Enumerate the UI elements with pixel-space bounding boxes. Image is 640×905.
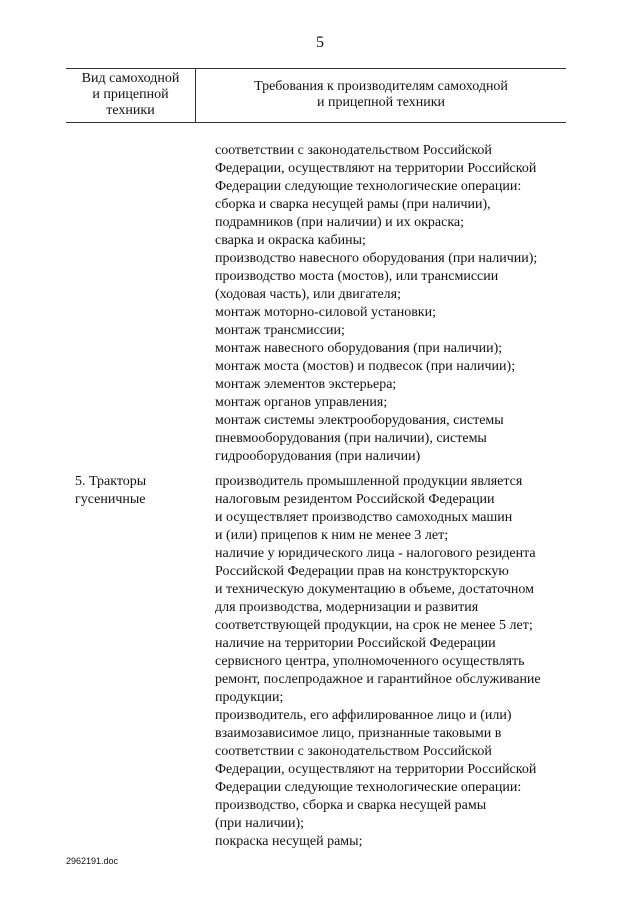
row-5-requirements-text [215,473,585,851]
text-line: и техническую документацию в объеме, достаточном [215,582,534,597]
text-line: Федерации, осуществляют на территории Российской [215,161,537,176]
text-line: для производства, модернизации и развития [215,600,479,615]
row-5-label-line: гусеничные [75,492,146,507]
text-line: гидрооборудования (при наличии) [215,449,421,464]
header-col2-line: Требования к производителям самоходной [254,79,508,94]
header-col2-line: и прицепной техники [316,95,446,110]
row-5-label-line: 5. Тракторы [75,474,147,489]
text-line: и (или) прицепов к ним не менее 3 лет; [215,528,449,543]
text-line: сварка и окраска кабины; [215,233,366,248]
table-header-vehicle-type [66,71,195,119]
document-filename: 2962191.doc [66,856,119,866]
text-line: монтаж трансмиссии; [215,323,345,338]
table-header-bottom-rule [66,122,566,123]
text-line: монтаж системы электрооборудования, системы [215,413,504,428]
text-line: Федерации следующие технологические операции: [215,179,522,194]
text-line: производство навесного оборудования (при наличии); [215,251,538,266]
text-line: и осуществляет производство самоходных машин [215,510,513,525]
text-line: соответствующей продукции, на срок не менее 5 лет; [215,618,533,633]
text-line: взаимозависимое лицо, признанные таковыми в [215,726,502,741]
text-line: монтаж моторно-силовой установки; [215,305,436,320]
text-line: подрамников (при наличии) и их окраска; [215,215,465,230]
page-number: 5 [316,34,324,51]
text-line: ремонт, послепродажное и гарантийное обслуживание [215,672,541,687]
header-col1-line: и прицепной [92,87,169,102]
text-line: производство моста (мостов), или трансмиссии [215,269,499,284]
text-line: производитель промышленной продукции является [215,474,523,489]
text-line: продукции; [215,690,284,705]
text-line: монтаж навесного оборудования (при наличии); [215,341,503,356]
text-line: пневмооборудования (при наличии), системы [215,431,487,446]
text-line: Российской Федерации прав на конструкторскую [215,564,509,579]
text-line: покраска несущей рамы; [215,834,363,849]
text-line: производство, сборка и сварка несущей рамы [215,798,487,813]
text-line: наличие у юридического лица - налогового резидента [215,546,536,561]
text-line: сборка и сварка несущей рамы (при наличии), [215,197,491,212]
table-header-top-rule [66,68,566,69]
text-line: сервисного центра, уполномоченного осуществлять [215,654,525,669]
text-line: соответствии с законодательством Российской [215,143,492,158]
header-col1-line: техники [106,103,155,118]
header-col1-line: Вид самоходной [81,71,180,86]
text-line: Федерации, осуществляют на территории Российской [215,762,537,777]
text-line: Федерации следующие технологические операции: [215,780,522,795]
text-line: монтаж органов управления; [215,395,388,410]
text-line: монтаж элементов экстерьера; [215,377,397,392]
text-line: (ходовая часть), или двигателя; [215,287,401,302]
row-5-vehicle-type [75,473,146,509]
text-line: наличие на территории Российской Федерации [215,636,496,651]
table-header-requirements [196,79,566,111]
text-line: соответствии с законодательством Российской [215,744,492,759]
text-line: производитель, его аффилированное лицо и (или) [215,708,512,723]
text-line: (при наличии); [215,816,305,831]
continued-requirements-text [215,142,585,466]
text-line: налоговым резидентом Российской Федерации [215,492,495,507]
text-line: монтаж моста (мостов) и подвесок (при наличии); [215,359,516,374]
